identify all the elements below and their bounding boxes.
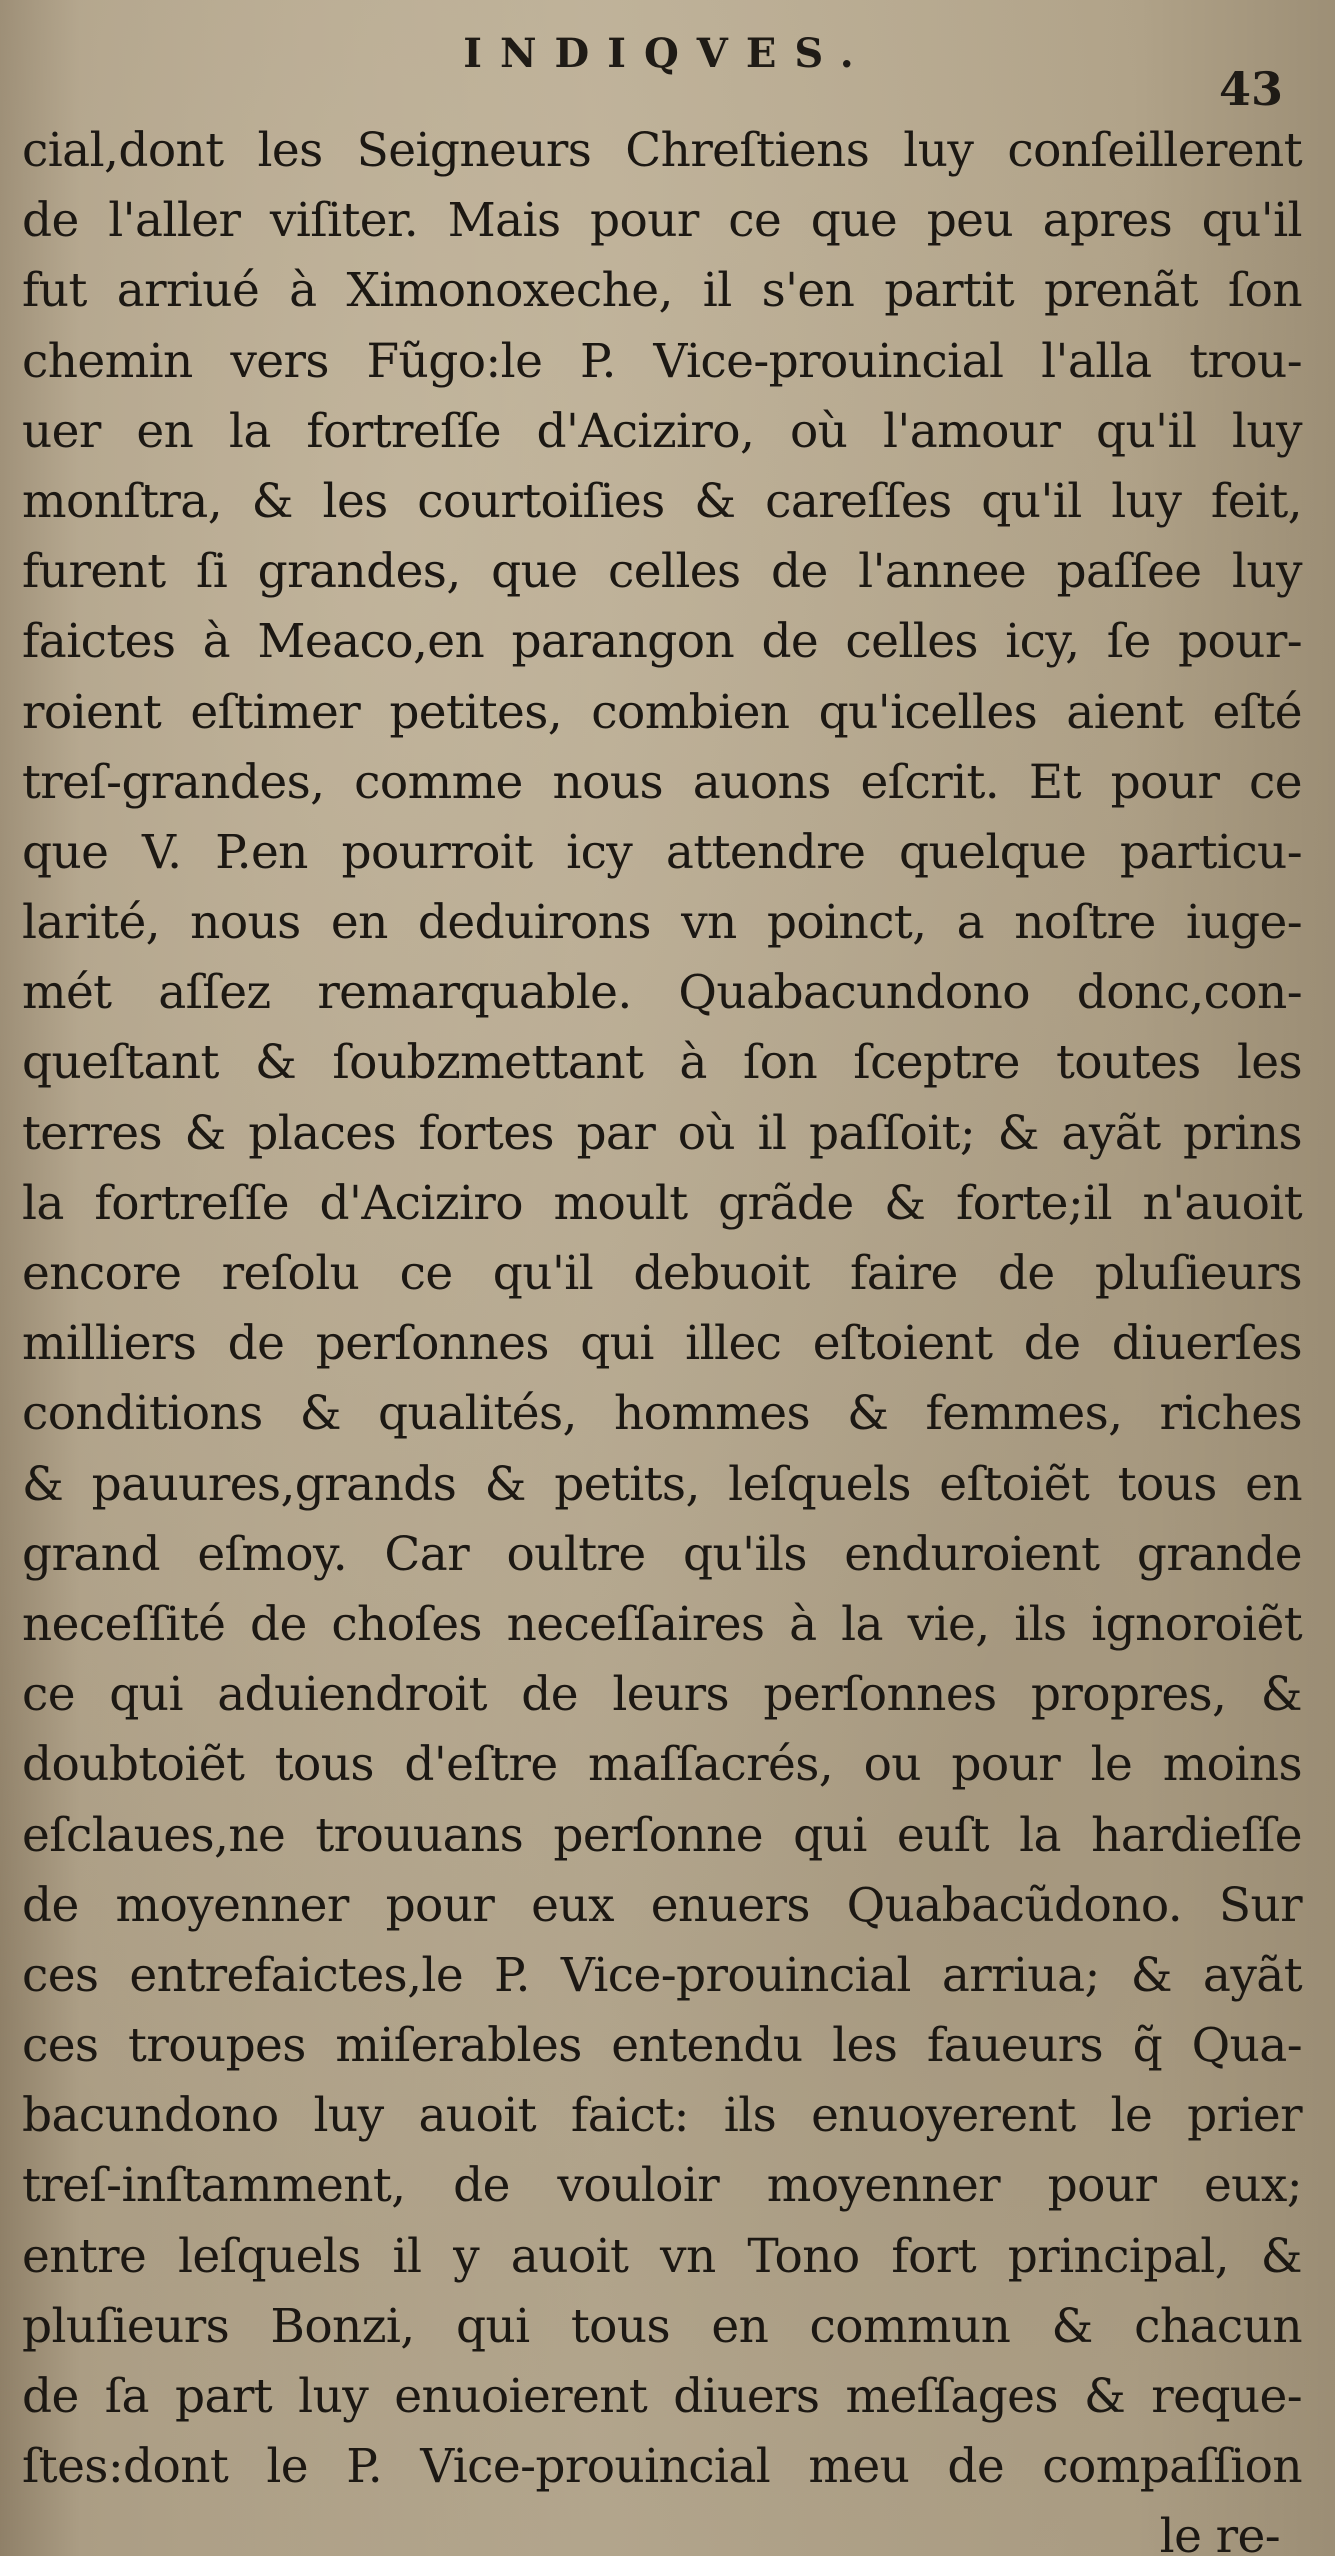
text-line: ces troupes miſerables entendu les faueurs q̃ Qua- bbox=[22, 2018, 1302, 2074]
text-line: queſtant & ſoubzmettant à ſon ſceptre toutes les bbox=[22, 1035, 1302, 1091]
text-line: & pauures,grands & petits, leſquels eſtoiẽt tous en bbox=[22, 1456, 1302, 1512]
text-line: encore reſolu ce qu'il debuoit faire de pluſieurs bbox=[22, 1246, 1302, 1301]
text-line: treſ-grandes, comme nous auons eſcrit. Et pour ce bbox=[22, 754, 1302, 810]
text-line: cial,dont les Seigneurs Chreſtiens luy conſeillerent bbox=[22, 123, 1302, 178]
text-line: larité, nous en deduirons vn poinct, a noſtre iuge- bbox=[22, 895, 1302, 951]
text-line: roient eſtimer petites, combien qu'icelles aient eſté bbox=[22, 684, 1302, 740]
text-line: de moyenner pour eux enuers Quabacũdono. Sur bbox=[22, 1877, 1302, 1933]
body-text bbox=[22, 116, 1302, 2556]
text-line: doubtoiẽt tous d'eſtre maſſacrés, ou pour le moins bbox=[22, 1737, 1302, 1793]
text-line: fut arriué à Ximonoxeche, il s'en partit prenãt ſon bbox=[22, 263, 1302, 319]
running-title: INDIQVES. bbox=[463, 30, 872, 77]
text-line: treſ-inſtamment, de vouloir moyenner pour eux; bbox=[22, 2158, 1302, 2214]
text-line: que V. P.en pourroit icy attendre quelque particu- bbox=[22, 824, 1302, 880]
text-line: bacundono luy auoit faict: ils enuoyerent le prier bbox=[22, 2088, 1302, 2144]
text-line: furent ſi grandes, que celles de l'annee paſſee luy bbox=[22, 544, 1302, 600]
text-line: pluſieurs Bonzi, qui tous en commun & chacun bbox=[22, 2298, 1302, 2354]
text-line: de ſa part luy enuoierent diuers meſſages & reque- bbox=[22, 2369, 1302, 2424]
text-line: chemin vers Fũgo:le P. Vice-prouincial l'alla trou- bbox=[22, 333, 1302, 389]
text-line: ce qui aduiendroit de leurs perſonnes propres, & bbox=[22, 1667, 1302, 1723]
text-line: monſtra, & les courtoiſies & careſſes qu'il luy feit, bbox=[22, 473, 1302, 529]
text-line: la fortreſſe d'Aciziro moult grãde & forte;il n'auoit bbox=[22, 1175, 1302, 1231]
page-number: 43 bbox=[1218, 62, 1283, 116]
text-line: neceſſité de choſes neceſſaires à la vie, ils ignoroiẽt bbox=[22, 1596, 1302, 1652]
text-line: mét aſſez remarquable. Quabacundono donc,con- bbox=[22, 965, 1302, 1021]
text-line: entre leſquels il y auoit vn Tono fort principal, & bbox=[22, 2228, 1302, 2284]
text-line: de l'aller viſiter. Mais pour ce que peu apres qu'il bbox=[22, 193, 1302, 249]
text-line: eſclaues,ne trouuans perſonne qui euſt la hardieſſe bbox=[22, 1807, 1302, 1863]
text-line: conditions & qualités, hommes & femmes, riches bbox=[22, 1386, 1302, 1442]
text-line: faictes à Meaco,en parangon de celles icy, ſe pour- bbox=[22, 614, 1302, 670]
text-line: grand eſmoy. Car oultre qu'ils enduroient grande bbox=[22, 1526, 1302, 1582]
text-line: ces entrefaictes,le P. Vice-prouincial arriua; & ayãt bbox=[22, 1947, 1302, 2003]
catchword: le re- bbox=[1159, 2509, 1280, 2556]
text-line: milliers de perſonnes qui illec eſtoient de diuerſes bbox=[22, 1316, 1302, 1372]
text-line: terres & places fortes par où il paſſoit; & ayãt prins bbox=[22, 1105, 1302, 1161]
text-line: uer en la fortreſſe d'Aciziro, où l'amour qu'il luy bbox=[22, 403, 1302, 459]
text-line: ſtes:dont le P. Vice-prouincial meu de compaſſion bbox=[22, 2439, 1302, 2495]
